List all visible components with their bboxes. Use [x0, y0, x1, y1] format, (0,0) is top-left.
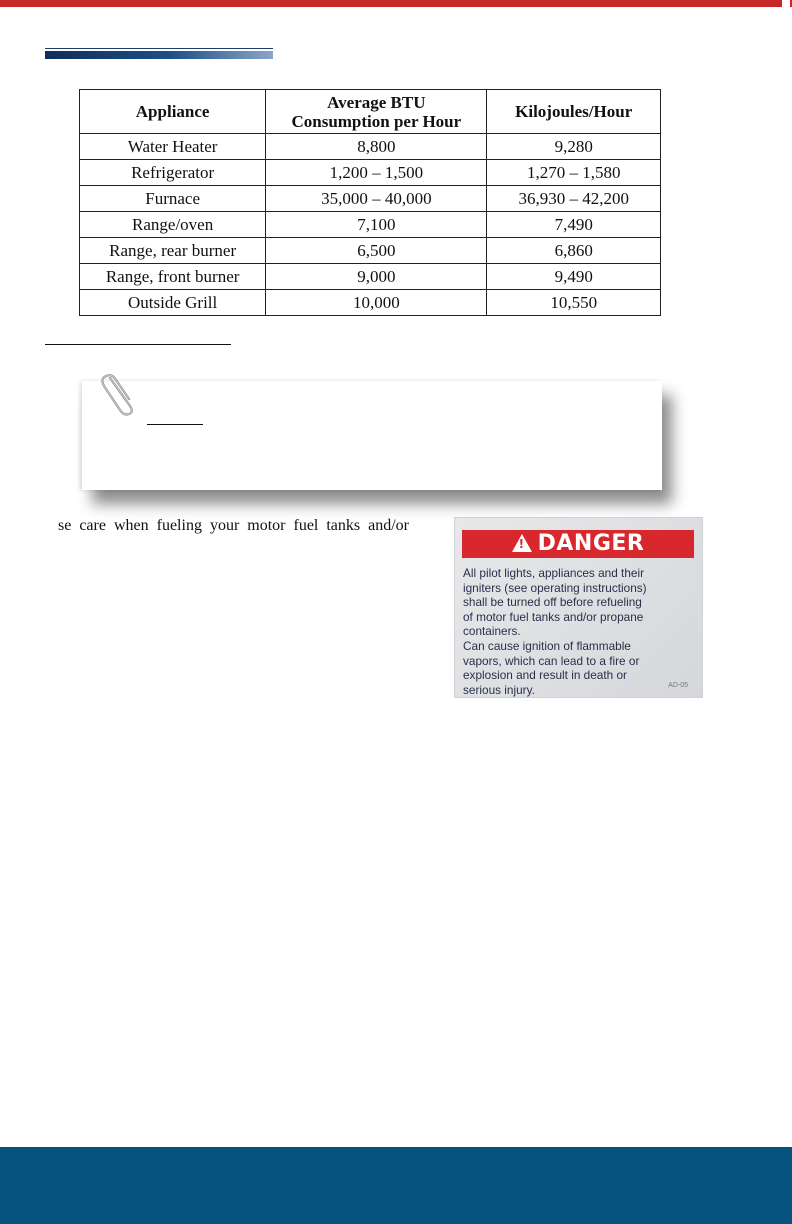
- cell-appliance: Outside Grill: [80, 290, 266, 316]
- table-row: [80, 186, 661, 212]
- cell-appliance: Range, rear burner: [80, 238, 266, 264]
- cell-btu: 1,200 – 1,500: [266, 160, 487, 186]
- footer-bar: [0, 1147, 792, 1224]
- cell-kilojoules: 6,860: [487, 238, 661, 264]
- danger-text: [463, 566, 699, 697]
- cell-btu: 7,100: [266, 212, 487, 238]
- header-btu: [266, 90, 487, 134]
- label-code: AD-05: [668, 682, 688, 689]
- cell-appliance: Water Heater: [80, 134, 266, 160]
- cell-btu: 6,500: [266, 238, 487, 264]
- cell-kilojoules: 7,490: [487, 212, 661, 238]
- danger-text-line: containers.: [463, 624, 521, 639]
- cell-appliance: Range, front burner: [80, 264, 266, 290]
- table-row: [80, 160, 661, 186]
- danger-text-line: serious injury.: [463, 682, 535, 697]
- cell-btu: 35,000 – 40,000: [266, 186, 487, 212]
- cell-appliance: Range/oven: [80, 212, 266, 238]
- table-header-row: [80, 90, 661, 134]
- table-row: [80, 238, 661, 264]
- note-label-underline: [147, 424, 203, 425]
- danger-header: [462, 530, 694, 558]
- cell-kilojoules: 9,490: [487, 264, 661, 290]
- danger-warning-label: [454, 517, 703, 698]
- danger-text-line: vapors, which can lead to a fire or: [463, 653, 640, 668]
- header-appliance-text: Appliance: [135, 102, 210, 121]
- cell-kilojoules: 9,280: [487, 134, 661, 160]
- header-btu-line2: Consumption per Hour: [291, 111, 462, 131]
- cell-kilojoules: 36,930 – 42,200: [487, 186, 661, 212]
- danger-text-line: igniters (see operating instructions): [463, 580, 647, 595]
- cell-appliance: Furnace: [80, 186, 266, 212]
- danger-text-line: of motor fuel tanks and/or propane: [463, 609, 644, 624]
- table-row: [80, 212, 661, 238]
- cell-kilojoules: 1,270 – 1,580: [487, 160, 661, 186]
- cell-btu: 8,800: [266, 134, 487, 160]
- top-red-rule: [0, 0, 782, 7]
- section-heading-underline: [45, 344, 231, 345]
- section-header-bar: [45, 51, 273, 59]
- fueling-body-text: se care when fueling your motor fuel tanks and/or: [58, 517, 410, 534]
- warning-triangle-icon: !: [512, 534, 532, 552]
- table-row: [80, 134, 661, 160]
- danger-text-line: All pilot lights, appliances and their: [463, 566, 644, 580]
- danger-title: DANGER: [537, 531, 645, 556]
- cell-appliance: Refrigerator: [80, 160, 266, 186]
- table-row: [80, 290, 661, 316]
- danger-text-line: Can cause ignition of flammable: [463, 638, 631, 653]
- section-header-line: [45, 48, 273, 49]
- appliance-btu-table: [79, 89, 661, 316]
- table-row: [80, 264, 661, 290]
- cell-btu: 9,000: [266, 264, 487, 290]
- cell-btu: 10,000: [266, 290, 487, 316]
- note-callout-box: [82, 381, 662, 490]
- header-kilojoules: [487, 90, 661, 134]
- danger-text-line: shall be turned off before refueling: [463, 595, 642, 610]
- danger-text-line: explosion and result in death or: [463, 668, 627, 683]
- header-kilojoules-text: Kilojoules/Hour: [515, 102, 633, 121]
- cell-kilojoules: 10,550: [487, 290, 661, 316]
- header-appliance: [80, 90, 266, 134]
- paperclip-icon: [96, 366, 144, 416]
- header-btu-line1: Average BTU: [327, 92, 426, 112]
